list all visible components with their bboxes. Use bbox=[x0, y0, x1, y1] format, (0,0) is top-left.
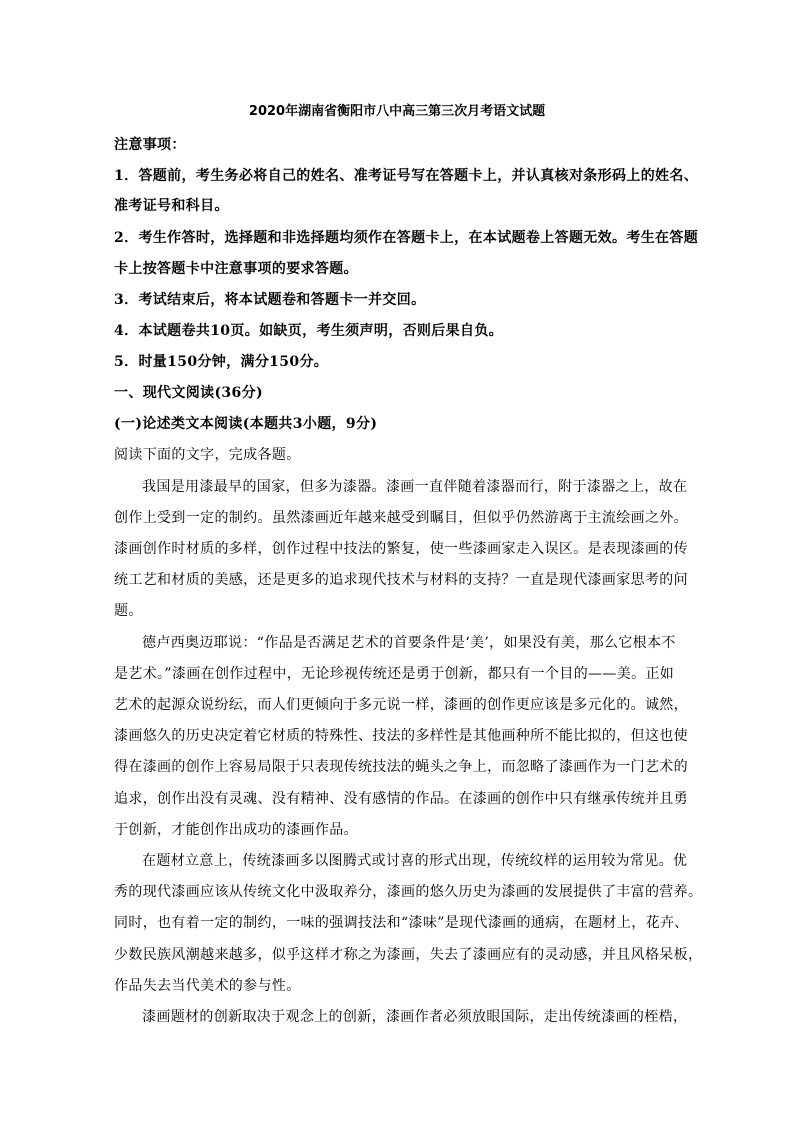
notice-heading: 注意事项： bbox=[114, 137, 186, 153]
body-line: 艺术的起源众说纷纭，而人们更倾向于多元说一样，漆画的创作更应该是多元化的。诚然， bbox=[114, 697, 688, 713]
body-line: 于创新，才能创作出成功的漆画作品。 bbox=[114, 822, 358, 838]
body-line: 题。 bbox=[114, 603, 143, 619]
body-line: 创作上受到一定的制约。虽然漆画近年越来越受到瞩目，但似乎仍然游离于主流绘画之外。 bbox=[114, 510, 688, 526]
body-line: 同时，也有着一定的制约，一味的强调技法和“漆味”是现代漆画的通病，在题材上，花卉、 bbox=[114, 915, 689, 931]
body-line: 追求，创作出没有灵魂、没有精神、没有感情的作品。在漆画的创作中只有继承传统并且勇 bbox=[114, 791, 688, 807]
notice-line: 1．答题前，考生务必将自己的姓名、准考证号写在答题卡上，并认真核对条形码上的姓名、 bbox=[114, 168, 699, 184]
subsection-heading: (一)论述类文本阅读(本题共3小题，9分) bbox=[114, 416, 378, 432]
body-line: 漆画创作时材质的多样，创作过程中技法的繁复，使一些漆画家走入误区。是表现漆画的传 bbox=[114, 541, 688, 557]
instruction-text: 阅读下面的文字，完成各题。 bbox=[114, 447, 301, 463]
section-heading: 一、现代文阅读(36分) bbox=[114, 385, 263, 401]
notice-line: 4．本试题卷共10页。如缺页，考生须声明，否则后果自负。 bbox=[114, 323, 504, 339]
notice-line: 3．考试结束后，将本试题卷和答题卡一并交回。 bbox=[114, 292, 426, 308]
body-line: 少数民族风潮越来越多，似乎这样才称之为漆画，失去了漆画应有的灵动感，并且风格呆板， bbox=[114, 947, 703, 963]
notice-line: 5．时量150分钟，满分150分。 bbox=[114, 354, 329, 370]
body-line: 我国是用漆最早的国家，但多为漆器。漆画一直伴随着漆器而行，附于漆器之上，故在 bbox=[142, 479, 688, 495]
body-line: 统工艺和材质的美感，还是更多的追求现代技术与材料的支持？一直是现代漆画家思考的问 bbox=[114, 572, 688, 588]
body-line: 秀的现代漆画应该从传统文化中汲取养分，漆画的悠久历史为漆画的发展提供了丰富的营养。 bbox=[114, 884, 703, 900]
body-line: 漆画悠久的历史决定着它材质的特殊性、技法的多样性是其他画种所不能比拟的，但这也使 bbox=[114, 728, 688, 744]
notice-line: 准考证号和科目。 bbox=[114, 198, 229, 214]
body-line: 在题材立意上，传统漆画多以图腾式或讨喜的形式出现，传统纹样的运用较为常见。优 bbox=[142, 853, 688, 869]
body-line: 德卢西奥迈耶说：“作品是否满足艺术的首要条件是‘美’，如果没有美，那么它根本不 bbox=[142, 635, 676, 651]
body-line: 漆画题材的创新取决于观念上的创新，漆画作者必须放眼国际，走出传统漆画的桎梏， bbox=[142, 1009, 688, 1025]
notice-line: 卡上按答题卡中注意事项的要求答题。 bbox=[114, 261, 358, 277]
notice-line: 2．考生作答时，选择题和非选择题均须作在答题卡上，在本试题卷上答题无效。考生在答题 bbox=[114, 230, 699, 246]
body-line: 得在漆画的创作上容易局限于只表现传统技法的蝇头之争上，而忽略了漆画作为一门艺术的 bbox=[114, 759, 688, 775]
body-line: 作品失去当代美术的参与性。 bbox=[114, 978, 301, 994]
body-line: 是艺术。”漆画在创作过程中，无论珍视传统还是勇于创新，都只有一个目的——美。正如 bbox=[114, 666, 675, 682]
page-title: 2020年湖南省衡阳市八中高三第三次月考语文试题 bbox=[248, 104, 546, 119]
